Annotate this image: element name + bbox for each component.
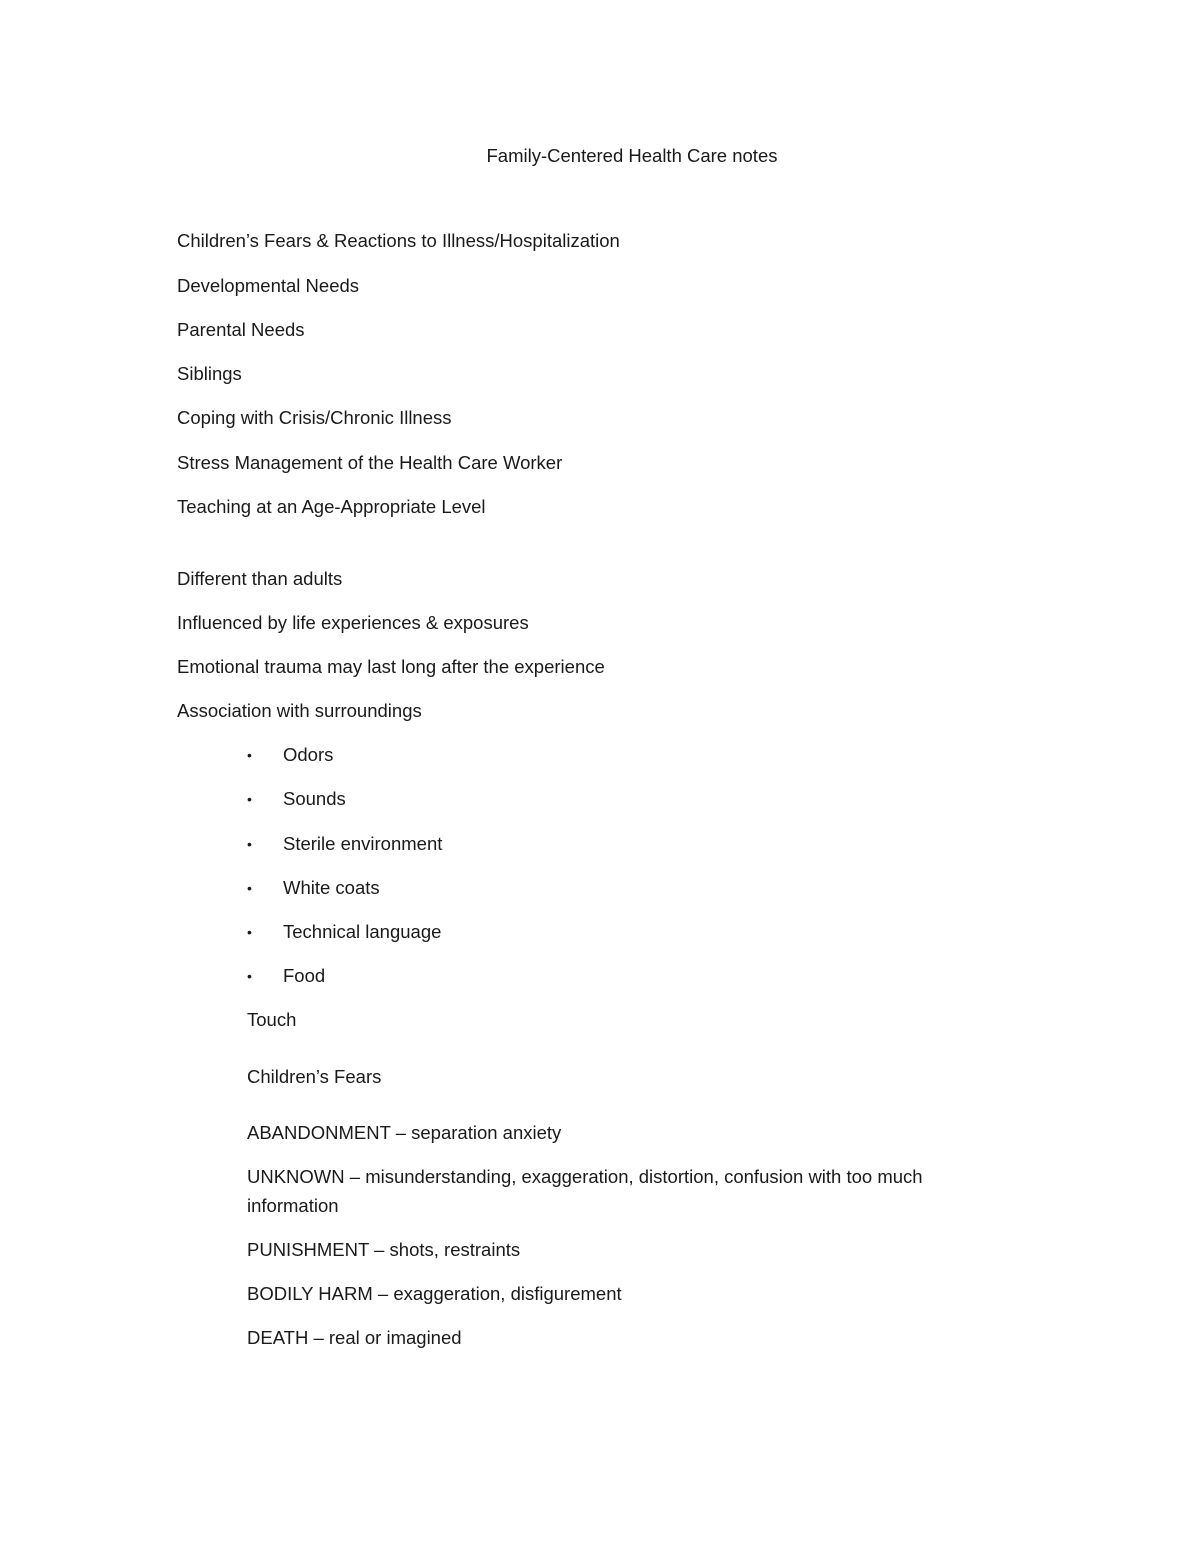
point-line: Influenced by life experiences & exposures: [177, 612, 529, 633]
topic-line: Parental Needs: [177, 319, 305, 340]
fear-item: DEATH – real or imagined: [247, 1327, 462, 1348]
point-line: Different than adults: [177, 568, 343, 589]
surrounding-item: Odors: [283, 744, 334, 765]
fear-item: PUNISHMENT – shots, restraints: [247, 1239, 521, 1260]
bullet-icon: •: [247, 747, 252, 763]
surrounding-item: Sounds: [283, 788, 346, 809]
topic-line: Siblings: [177, 363, 242, 384]
topic-line: Developmental Needs: [177, 275, 360, 296]
fear-item: ABANDONMENT – separation anxiety: [247, 1122, 562, 1143]
fears-heading: Children’s Fears: [247, 1066, 382, 1087]
point-line: Emotional trauma may last long after the experience: [177, 656, 605, 677]
bullet-icon: •: [247, 968, 252, 984]
topic-line: Stress Management of the Health Care Worker: [177, 452, 563, 473]
touch-line: Touch: [247, 1009, 297, 1030]
bullet-icon: •: [247, 791, 252, 807]
surrounding-item: Sterile environment: [283, 833, 443, 854]
topic-line: Teaching at an Age-Appropriate Level: [177, 496, 486, 517]
bullet-icon: •: [247, 836, 252, 852]
bullet-icon: •: [247, 880, 252, 896]
fear-item: BODILY HARM – exaggeration, disfigurement: [247, 1283, 622, 1304]
surrounding-item: Food: [283, 965, 326, 986]
point-line: Association with surroundings: [177, 700, 422, 721]
surrounding-item: Technical language: [283, 921, 442, 942]
bullet-icon: •: [247, 924, 252, 940]
fear-item: UNKNOWN – misunderstanding, exaggeration, distortion, confusion with too much information: [247, 1166, 923, 1216]
topic-line: Children’s Fears & Reactions to Illness/Hospitalization: [177, 230, 620, 251]
document-title: Family-Centered Health Care notes: [486, 145, 778, 166]
topic-line: Coping with Crisis/Chronic Illness: [177, 407, 452, 428]
surrounding-item: White coats: [283, 877, 380, 898]
